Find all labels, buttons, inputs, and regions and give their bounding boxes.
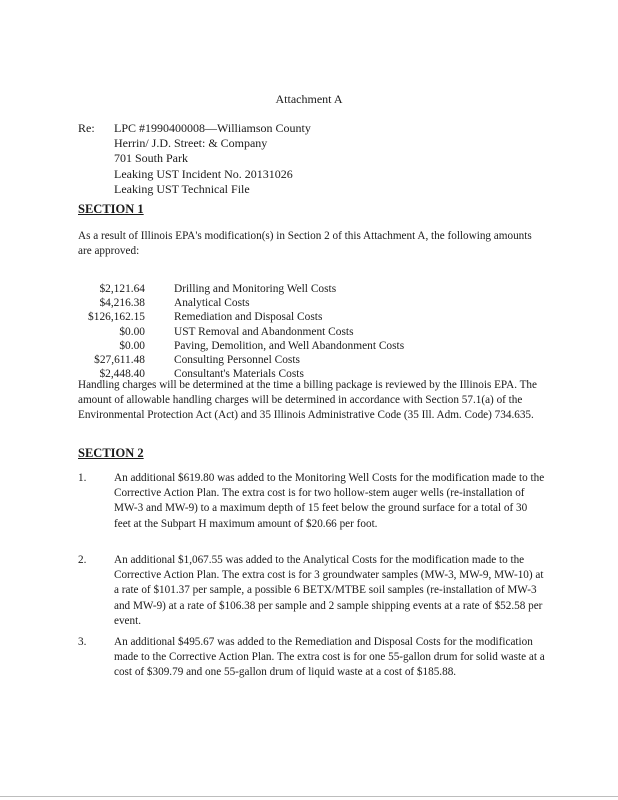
cost-description: Drilling and Monitoring Well Costs <box>174 283 337 295</box>
cost-amount: $0.00 <box>119 339 145 352</box>
page-bottom-rule <box>0 796 618 797</box>
item-number: 3. <box>78 636 87 648</box>
cost-amount: $0.00 <box>119 325 145 338</box>
reference-block <box>78 121 311 197</box>
item-number: 1. <box>78 472 87 484</box>
item-number: 2. <box>78 554 87 566</box>
cost-amount: $126,162.15 <box>88 311 145 324</box>
list-item <box>78 471 548 532</box>
item-text: An additional $619.80 was added to the Monitoring Well Costs for the modification made to the Corrective Action Plan. The extra cost is for two hollow-stem auger wells (re-installation of MW-3 and MW-9) to a maximum depth of 15 feet below the ground surface for a total of 30 feet at the Subpart H maximum amount of $20.66 per foot. <box>114 472 545 530</box>
cost-row <box>78 353 404 367</box>
cost-description: Consulting Personnel Costs <box>174 354 300 367</box>
cost-table <box>78 282 404 381</box>
section2-heading: SECTION 2 <box>78 446 144 460</box>
reference-line: Herrin/ J.D. Street: & Company <box>114 136 268 151</box>
list-item <box>78 553 548 629</box>
section1-intro: As a result of Illinois EPA's modification(s) in Section 2 of this Attachment A, the following amounts are approved: <box>78 230 532 258</box>
reference-line: Leaking UST Technical File <box>114 181 250 196</box>
cost-amount: $2,448.40 <box>99 368 145 381</box>
cost-description: Consultant's Materials Costs <box>174 368 304 381</box>
cost-description: Paving, Demolition, and Well Abandonment Costs <box>174 339 405 352</box>
document-title: Attachment A <box>275 92 343 106</box>
cost-description: Remediation and Disposal Costs <box>174 311 323 324</box>
cost-row <box>78 310 404 324</box>
cost-row <box>78 296 404 310</box>
reference-lines <box>114 121 311 197</box>
reference-line: Leaking UST Incident No. 20131026 <box>114 166 293 181</box>
cost-amount: $4,216.38 <box>99 297 145 310</box>
cost-amount: $2,121.64 <box>99 283 145 295</box>
cost-row <box>78 282 404 296</box>
item-text: An additional $495.67 was added to the Remediation and Disposal Costs for the modification made to the Corrective Action Plan. The extra cost is for one 55-gallon drum for solid waste at a cost of $309.79 and one 55-gallon drum of liquid waste at a cost of $185.88. <box>114 636 545 679</box>
cost-description: UST Removal and Abandonment Costs <box>174 325 354 338</box>
cost-description: Analytical Costs <box>174 297 250 310</box>
reference-line: LPC #1990400008—Williamson County <box>114 121 311 135</box>
cost-amount: $27,611.48 <box>94 354 145 367</box>
cost-row <box>78 325 404 339</box>
cost-row <box>78 339 404 353</box>
reference-line: 701 South Park <box>114 151 189 166</box>
handling-paragraph: Handling charges will be determined at the time a billing package is reviewed by the Illinois EPA. The amount of allowable handling charges will be determined in accordance with Section 57.1(a) of the Environmental Protection Act (Act) and 35 Illinois Administrative Code (35 Ill. Adm. Code) 734.635. <box>78 379 537 422</box>
item-text: An additional $1,067.55 was added to the Analytical Costs for the modification made to the Corrective Action Plan. The extra cost is for 3 groundwater samples (MW-3, MW-9, MW-10) at a rate of $101.37 per sample, a possible 6 BETX/MTBE soil samples (re-installation of MW-3 and MW-9) at a rate of $106.38 per sample and 2 sample shipping events at a rate of $52.58 per event. <box>114 554 544 627</box>
list-item <box>78 635 548 681</box>
section1-heading: SECTION 1 <box>78 202 144 216</box>
re-label: Re: <box>78 121 95 135</box>
